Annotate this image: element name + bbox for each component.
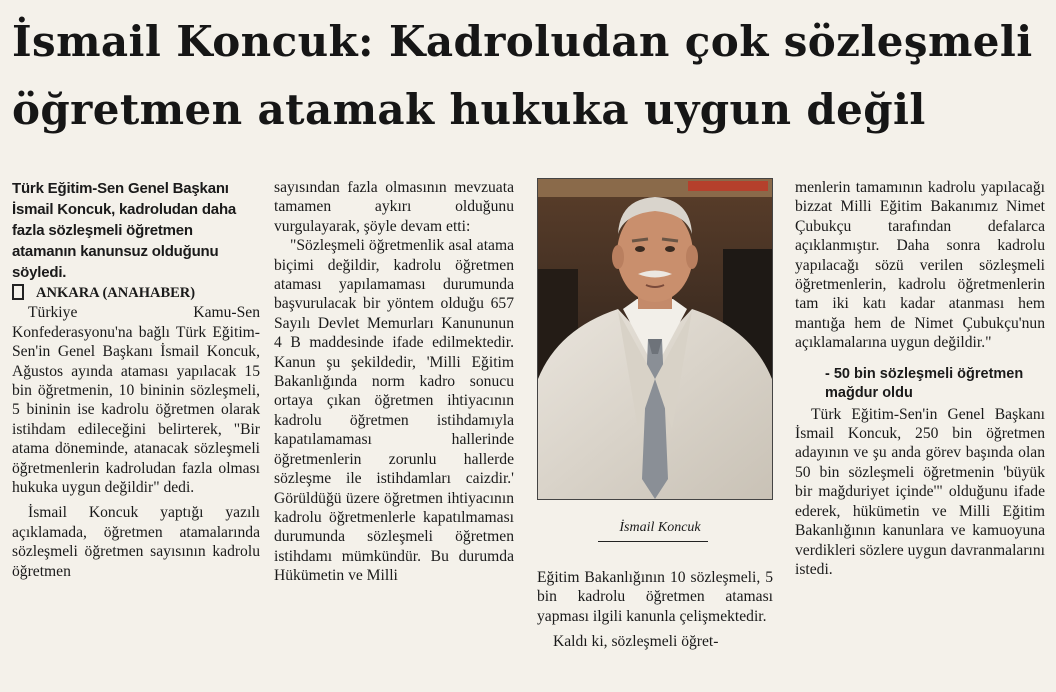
body-paragraph-7: Türk Eğitim-Sen'in Genel Başkanı İsmail Koncuk, 250 bin öğretmen adayının ve şu anda görev başında olan 50 bin sözleşmeli öğretmenin 'büyük bir mağduriyet içinde'" olduğunu ifade ederek, hükümetin ve Milli Eğitim Bakanlığının kanunlara ve kamuoyuna verdikleri sözlere uygun davranmalarını istedi. bbox=[795, 405, 1045, 578]
column-1 bbox=[12, 178, 260, 581]
body-paragraph-6: menlerin tamamının kadrolu yapılacağı bizzat Milli Eğitim Bakanımız Nimet Çubukçu tarafından defalarca açıklanmıştır. Daha sonra kadrolu yapılacağı sözü verilen sözleşmeli öğretmenlerin, kadrolu öğretmenlerin tam iki katı kadar atanması hem mantığa hem de Nimet Çubukçu'nun açıklamalarına uygun değildir." bbox=[795, 179, 1045, 352]
subheading: - 50 bin sözleşmeli öğretmen mağdur oldu bbox=[825, 365, 1024, 401]
portrait-illustration bbox=[538, 179, 772, 499]
body-paragraph-4: Eğitim Bakanlığının 10 sözleşmeli, 5 bin kadrolu öğretmen ataması yapması ilgili kanunla çelişmektedir. bbox=[537, 569, 773, 625]
headline bbox=[12, 8, 1047, 144]
body-paragraph-2: İsmail Koncuk yaptığı yazılı açıklamada, öğretmen atamalarında sözleşmeli öğretmen sayısının kadrolu öğretmen bbox=[12, 504, 260, 580]
portrait-photo bbox=[537, 178, 773, 500]
body-paragraph-3: sayısından fazla olmasının mevzuata tamamen aykırı olduğunu vurgulayarak, şöyle devam etti: bbox=[274, 179, 514, 235]
body-paragraph-1: Türkiye Kamu-Sen Konfederasyonu'na bağlı Türk Eğitim-Sen'in Genel Başkanı İsmail Koncuk, Ağustos ayında ataması yapılacak 15 bin öğretmenin, 10 bininin sözleşmeli, 5 bininin ise kadrolu öğretmen olarak istihdam edileceğini belirterek, "Bir atama döneminde, atanacak sözleşmeli öğretmenlerin kadroludan fazla olması hukuka uygun değildir" dedi. bbox=[12, 304, 260, 497]
dateline bbox=[12, 283, 260, 303]
column-3 bbox=[537, 568, 773, 652]
body-paragraph-5: Kaldı ki, sözleşmeli öğret- bbox=[553, 633, 719, 651]
lead-paragraph: Türk Eğitim-Sen Genel Başkanı İsmail Koncuk, kadroludan daha fazla sözleşmeli öğretmen atamanın kanunsuz olduğunu söyledi. bbox=[12, 180, 237, 281]
headline-line-2: öğretmen atamak hukuka uygun değil bbox=[12, 85, 926, 134]
headline-line-1: İsmail Koncuk: Kadroludan çok sözleşmeli bbox=[12, 17, 1033, 66]
dateline-text: ANKARA (ANAHABER) bbox=[36, 285, 196, 301]
caption-rule bbox=[598, 541, 708, 542]
dateline-box-icon bbox=[12, 284, 24, 300]
photo-caption: İsmail Koncuk bbox=[619, 520, 701, 535]
column-4 bbox=[795, 178, 1045, 579]
column-2 bbox=[274, 178, 514, 586]
quote-paragraph: "Sözleşmeli öğretmenlik asal atama biçimi değildir, kadrolu öğretmen ataması yapılamaması durumunda başvurulacak bir yöntem olduğu 657 Sayılı Devlet Memurları Kanununun 4 B maddesinde ifade edilmektedir. Kanun şu şekildedir, 'Milli Eğitim Bakanlığında norm kadro sonucu ortaya çıkan öğretmen ihtiyacının kadrolu öğretmen istihdamıyla kapatılamaması hallerinde öğretmenlerin zorunlu hallerde sözleşme ile istihdamları caizdir.' Görüldüğü üzere öğretmen ihtiyacının kadrolu öğretmenlerle kapatılmaması durumunda sözleşmeli öğretmen istihdamı mümkündür. Bu durumda Hükümetin ve Milli bbox=[274, 237, 514, 585]
